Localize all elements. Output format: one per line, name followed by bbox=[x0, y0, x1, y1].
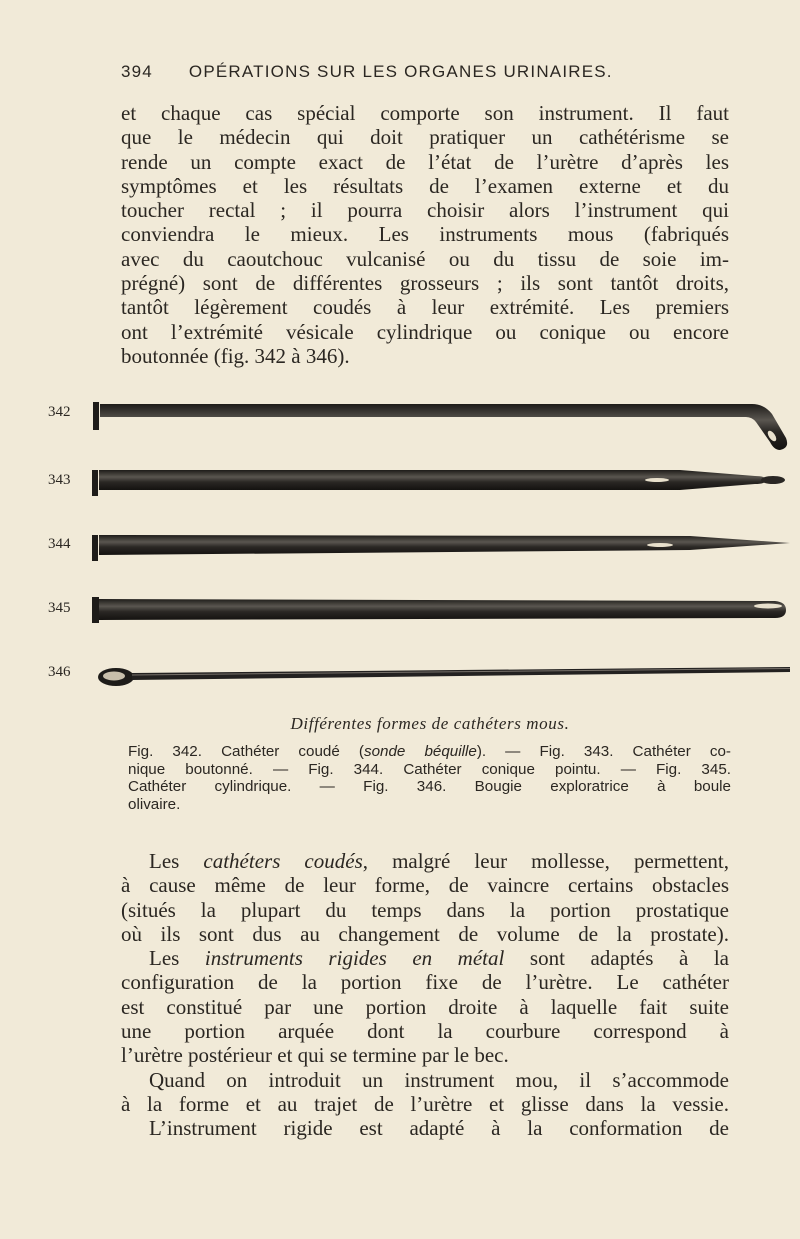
catheter-345 bbox=[92, 597, 786, 623]
text-line: conviendra le mieux. Les instruments mous (fabriqués bbox=[121, 222, 729, 247]
caption-text: ). — Fig. 343. Cathéter co- bbox=[476, 743, 731, 760]
text-line: rende un compte exact de l’état de l’urètre d’après les bbox=[121, 149, 729, 174]
figure-label-345: 345 bbox=[48, 600, 71, 616]
text-line: avec du caoutchouc vulcanisé ou du tissu de soie im- bbox=[121, 246, 729, 271]
text-line: à cause même de leur forme, de vaincre certains obstacles bbox=[121, 873, 729, 898]
figure-label-346: 346 bbox=[48, 664, 71, 680]
caption-line: olivaire. bbox=[128, 795, 181, 813]
text-line: configuration de la portion fixe de l’urètre. Le cathéter bbox=[121, 970, 729, 995]
catheter-illustration bbox=[0, 390, 800, 700]
text-line: où ils sont dus au changement de volume de la prostate). bbox=[121, 921, 729, 946]
paragraph-body bbox=[121, 849, 729, 1141]
text-line: boutonnée (fig. 342 à 346). bbox=[121, 343, 350, 368]
catheter-342 bbox=[93, 402, 787, 450]
text-run: Les bbox=[149, 946, 205, 971]
text-line: que le médecin qui doit pratiquer un cathétérisme se bbox=[121, 125, 729, 150]
catheter-343 bbox=[92, 470, 785, 496]
text-line: L’instrument rigide est adapté à la conformation de bbox=[149, 1116, 729, 1141]
page-number: 394 bbox=[121, 62, 153, 81]
figure-label-343: 343 bbox=[48, 472, 71, 488]
text-emphasis: instruments rigides en métal bbox=[204, 946, 505, 971]
text-line: est constitué par une portion droite à laquelle fait suite bbox=[121, 994, 729, 1019]
text-line: une portion arquée dont la courbure correspond à bbox=[121, 1019, 729, 1044]
text-line: Quand on introduit un instrument mou, il s’accommode bbox=[149, 1067, 729, 1092]
figure-caption bbox=[128, 743, 731, 813]
figure-title: Différentes formes de cathéters mous. bbox=[290, 714, 570, 733]
text-run: sont adaptés à la bbox=[504, 946, 729, 971]
catheter-344 bbox=[92, 535, 790, 561]
text-line: toucher rectal ; il pourra choisir alors l’instrument qui bbox=[121, 198, 729, 223]
caption-emphasis: sonde béquille bbox=[363, 743, 477, 760]
running-header bbox=[121, 62, 641, 82]
running-title: OPÉRATIONS SUR LES ORGANES URINAIRES. bbox=[188, 62, 613, 81]
caption-line: nique boutonné. — Fig. 344. Cathéter conique pointu. — Fig. 345. bbox=[128, 760, 731, 778]
text-line: symptômes et les résultats de l’examen externe et du bbox=[121, 173, 729, 198]
text-line: ont l’extrémité vésicale cylindrique ou conique ou encore bbox=[121, 319, 729, 344]
text-run: Les bbox=[149, 849, 204, 873]
figure-label-344: 344 bbox=[48, 536, 71, 552]
caption-line: Cathéter cylindrique. — Fig. 346. Bougie exploratrice à boule bbox=[128, 778, 731, 796]
catheter-346 bbox=[98, 667, 790, 686]
text-emphasis: cathéters coudés bbox=[203, 849, 363, 873]
figure-label-342: 342 bbox=[48, 404, 71, 420]
text-line: (situés la plupart du temps dans la portion prostatique bbox=[121, 897, 729, 922]
text-line: prégné) sont de différentes grosseurs ; ils sont tantôt droits, bbox=[121, 271, 729, 296]
caption-text: Fig. 342. Cathéter coudé ( bbox=[128, 743, 364, 760]
text-line: l’urètre postérieur et qui se termine par le bec. bbox=[121, 1043, 509, 1068]
paragraph-intro bbox=[121, 101, 729, 368]
text-line: tantôt légèrement coudés à leur extrémité. Les premiers bbox=[121, 295, 729, 320]
text-line: et chaque cas spécial comporte son instrument. Il faut bbox=[121, 101, 729, 125]
text-run: , malgré leur mollesse, permettent, bbox=[362, 849, 729, 873]
text-line: à la forme et au trajet de l’urètre et glisse dans la vessie. bbox=[121, 1091, 729, 1116]
catheter-figure bbox=[0, 390, 800, 700]
